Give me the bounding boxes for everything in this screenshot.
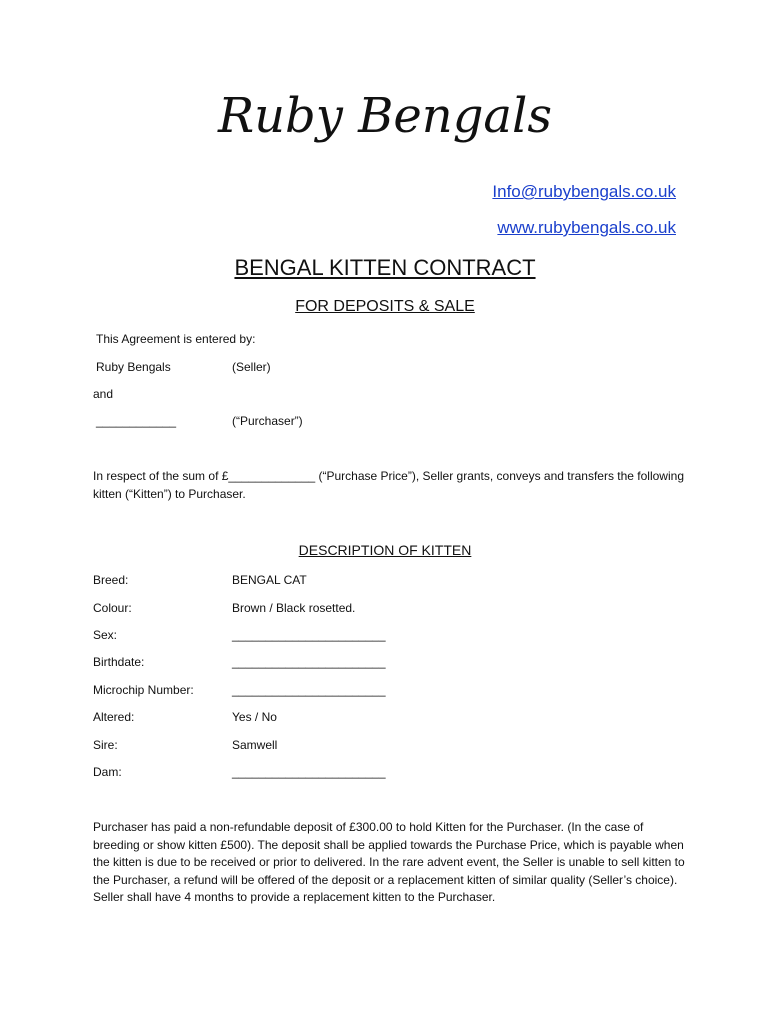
field-label-breed: Breed: — [93, 573, 129, 587]
field-label-altered: Altered: — [93, 710, 135, 724]
email-line — [492, 182, 676, 202]
field-label-colour: Colour: — [93, 601, 132, 615]
field-value-altered: Yes / No — [232, 710, 277, 724]
and-text: and — [93, 387, 114, 401]
field-value-sire: Samwell — [232, 738, 278, 752]
field-label-sex: Sex: — [93, 628, 118, 642]
seller-name: Ruby Bengals — [96, 360, 171, 374]
field-value-birthdate: _______________________ — [232, 655, 386, 669]
purchaser-blank: ____________ — [96, 414, 177, 428]
brand-logo-text: Ruby Bengals — [217, 88, 553, 144]
field-label-sire: Sire: — [93, 738, 118, 752]
purchaser-role: (“Purchaser”) — [232, 414, 303, 428]
price-paragraph: In respect of the sum of £_____________ (“Purchase Price”), Seller grants, conveys and transfers the following kitten (“Kitten”) to Purchaser. — [93, 469, 684, 501]
field-label-microchip: Microchip Number: — [93, 683, 194, 697]
page-title: BENGAL KITTEN CONTRACT — [234, 255, 536, 280]
description-heading: DESCRIPTION OF KITTEN — [298, 542, 472, 558]
email-link[interactable]: Info@rubybengals.co.uk — [492, 182, 676, 201]
field-label-dam: Dam: — [93, 765, 122, 779]
field-value-microchip: _______________________ — [232, 683, 386, 697]
website-link[interactable]: www.rubybengals.co.uk — [497, 218, 676, 237]
field-value-dam: _______________________ — [232, 765, 386, 779]
field-value-colour: Brown / Black rosetted. — [232, 601, 356, 615]
website-line — [497, 218, 676, 238]
field-value-sex: _______________________ — [232, 628, 386, 642]
page-subtitle: FOR DEPOSITS & SALE — [295, 298, 475, 315]
seller-role: (Seller) — [232, 360, 271, 374]
field-value-breed: BENGAL CAT — [232, 573, 307, 587]
agreement-intro: This Agreement is entered by: — [96, 332, 256, 346]
field-label-birthdate: Birthdate: — [93, 655, 145, 669]
deposit-paragraph: Purchaser has paid a non-refundable deposit of £300.00 to hold Kitten for the Purchaser. (In the case of breeding or show kitten £500). The deposit shall be applied towards the Purchase Price, which is payable when the kitten is due to be received or prior to delivered. In the rare advent event, the Seller is unable to sell kitten to the Purchaser, a refund will be offered of the deposit or a replacement kitten of similar quality (Seller’s choice). Seller shall have 4 months to provide a replacement kitten to the Purchaser. — [93, 820, 685, 904]
